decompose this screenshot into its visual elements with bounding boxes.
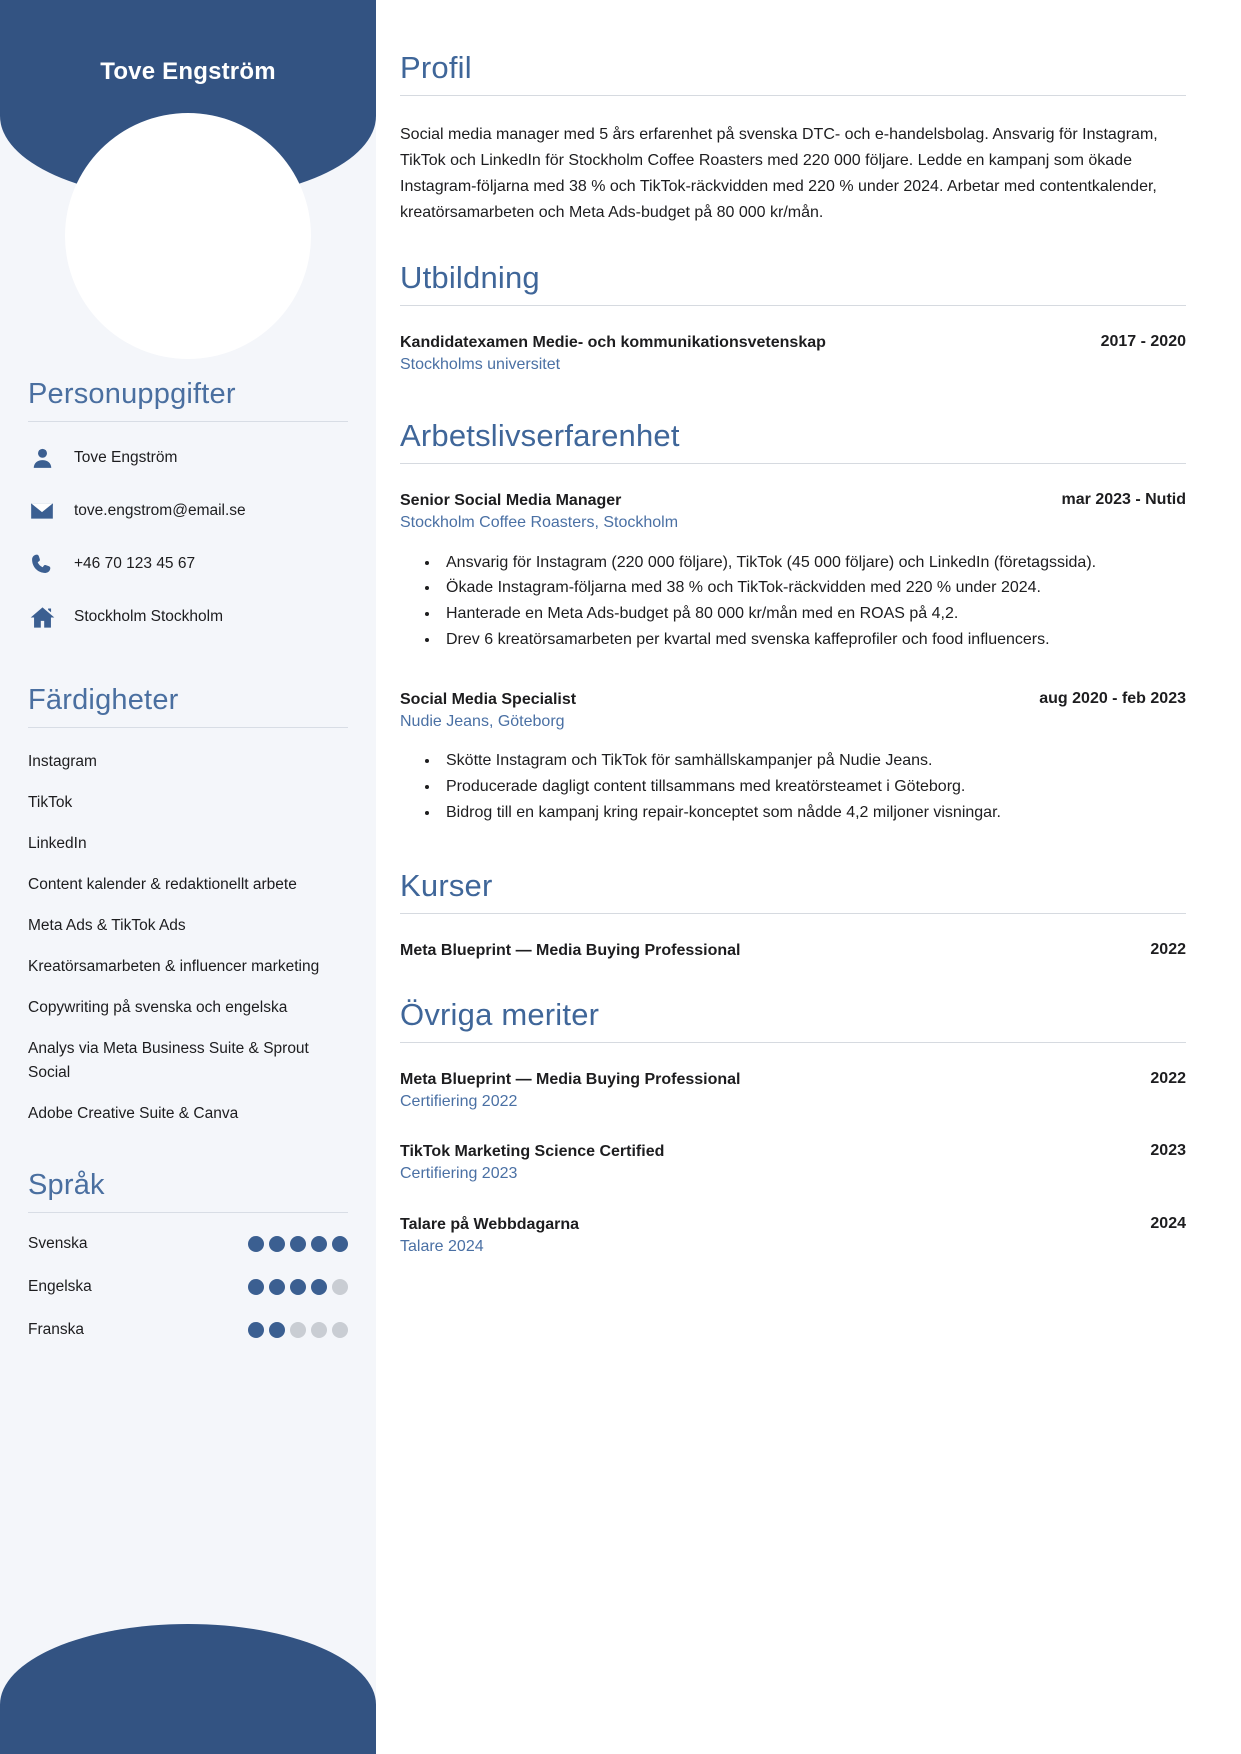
divider bbox=[28, 421, 348, 422]
entry-bullets bbox=[440, 551, 1186, 653]
rating-dot-filled bbox=[248, 1279, 264, 1295]
entry-date: aug 2020 - feb 2023 bbox=[1039, 689, 1186, 707]
education-entry bbox=[400, 332, 1186, 377]
envelope-icon bbox=[28, 497, 56, 525]
profile-text: Social media manager med 5 års erfarenhet på svenska DTC- och e-handelsbolag. Ansvarig för Instagram, TikTok och LinkedIn för Stockholm Coffee Roasters med 220 000 följare. Ledde en kampanj som ökade Instagram-följarna med 38 % och TikTok-räckvidden med 220 % under 2024. Arbetar med contentkalender, kreatörsamarbeten och Meta Ads-budget på 80 000 kr/mån. bbox=[400, 126, 1158, 221]
section-heading-languages: Språk bbox=[28, 1169, 105, 1202]
bullet-item: • Producerade dagligt content tillsammans med kreatörsteamet i Göteborg. bbox=[440, 775, 1186, 800]
entry-subtitle: Certifiering 2022 bbox=[400, 1092, 518, 1110]
language-name: Franska bbox=[28, 1321, 84, 1339]
rating-dot-empty bbox=[311, 1322, 327, 1338]
skill-item: Instagram bbox=[28, 753, 97, 770]
section-heading-personal: Personuppgifter bbox=[28, 378, 236, 410]
contact-row-location bbox=[28, 603, 348, 631]
divider bbox=[400, 1042, 1186, 1043]
bullet-item: • Hanterade en Meta Ads-budget på 80 000 kr/mån med en ROAS på 4,2. bbox=[440, 602, 1186, 627]
section-heading-experience: Arbetslivserfarenhet bbox=[400, 418, 680, 454]
contact-row-name bbox=[28, 444, 348, 472]
entry-title: Kandidatexamen Medie- och kommunikationsvetenskap bbox=[400, 333, 826, 351]
language-name: Engelska bbox=[28, 1278, 92, 1296]
bullet-item: • Bidrog till en kampanj kring repair-konceptet som nådde 4,2 miljoner visningar. bbox=[440, 801, 1186, 826]
candidate-name: Tove Engström bbox=[100, 58, 276, 85]
skill-item: TikTok bbox=[28, 794, 73, 812]
other-entry bbox=[400, 1141, 1186, 1186]
entry-date: 2024 bbox=[1150, 1214, 1186, 1232]
skill-item: Meta Ads & TikTok Ads bbox=[28, 917, 186, 935]
entry-bullets bbox=[440, 749, 1186, 825]
skills-list bbox=[28, 750, 348, 1126]
language-rating bbox=[248, 1279, 348, 1295]
home-icon bbox=[28, 603, 56, 631]
skill-item: Content kalender & redaktionellt arbete bbox=[28, 876, 297, 894]
language-row bbox=[28, 1278, 348, 1296]
entry-subtitle: Stockholm Coffee Roasters, Stockholm bbox=[400, 514, 679, 532]
sidebar-content bbox=[0, 0, 376, 1339]
entry-title: Talare på Webbdagarna bbox=[400, 1215, 580, 1233]
language-row bbox=[28, 1235, 348, 1253]
skill-item: LinkedIn bbox=[28, 835, 87, 853]
entry-title: Meta Blueprint — Media Buying Professional bbox=[400, 941, 741, 959]
contact-row-email bbox=[28, 497, 348, 525]
entry-date: 2017 - 2020 bbox=[1100, 332, 1186, 350]
language-name: Svenska bbox=[28, 1235, 88, 1253]
rating-dot-filled bbox=[290, 1279, 306, 1295]
experience-entry bbox=[400, 490, 1186, 653]
contact-value-name: Tove Engström bbox=[74, 448, 178, 466]
skill-item: Analys via Meta Business Suite & Sprout Social bbox=[28, 1040, 309, 1082]
rating-dot-filled bbox=[290, 1236, 306, 1252]
entry-title: Senior Social Media Manager bbox=[400, 492, 622, 510]
divider bbox=[28, 727, 348, 728]
rating-dot-empty bbox=[332, 1322, 348, 1338]
rating-dot-filled bbox=[332, 1236, 348, 1252]
contact-row-phone bbox=[28, 550, 348, 578]
entry-subtitle: Stockholms universitet bbox=[400, 355, 561, 373]
other-entry bbox=[400, 1069, 1186, 1114]
rating-dot-empty bbox=[290, 1322, 306, 1338]
entry-subtitle: Nudie Jeans, Göteborg bbox=[400, 712, 565, 730]
contact-value-email: tove.engstrom@email.se bbox=[74, 501, 246, 519]
divider bbox=[400, 305, 1186, 306]
bullet-item: • Drev 6 kreatörsamarbeten per kvartal med svenska kaffeprofiler och food influencers. bbox=[440, 628, 1186, 653]
skill-item: Adobe Creative Suite & Canva bbox=[28, 1105, 239, 1123]
divider bbox=[400, 95, 1186, 96]
entry-date: 2022 bbox=[1150, 1069, 1186, 1087]
section-heading-courses: Kurser bbox=[400, 867, 493, 903]
rating-dot-filled bbox=[311, 1279, 327, 1295]
course-entry bbox=[400, 940, 1186, 961]
contact-value-phone: +46 70 123 45 67 bbox=[74, 554, 196, 572]
skill-item: Copywriting på svenska och engelska bbox=[28, 999, 288, 1017]
rating-dot-filled bbox=[269, 1322, 285, 1338]
entry-date: mar 2023 - Nutid bbox=[1061, 491, 1186, 509]
divider bbox=[28, 1212, 348, 1213]
sidebar bbox=[0, 0, 376, 1754]
entry-title: Social Media Specialist bbox=[400, 690, 577, 708]
language-row bbox=[28, 1321, 348, 1339]
rating-dot-filled bbox=[248, 1322, 264, 1338]
sidebar-footer-curve bbox=[0, 1624, 376, 1754]
rating-dot-filled bbox=[311, 1236, 327, 1252]
rating-dot-empty bbox=[332, 1279, 348, 1295]
language-rating bbox=[248, 1322, 348, 1338]
main-column bbox=[376, 0, 1241, 1754]
entry-title: TikTok Marketing Science Certified bbox=[400, 1143, 665, 1161]
rating-dot-filled bbox=[248, 1236, 264, 1252]
phone-icon bbox=[28, 550, 56, 578]
bullet-item: • Skötte Instagram och TikTok för samhällskampanjer på Nudie Jeans. bbox=[440, 749, 1186, 774]
section-heading-other: Övriga meriter bbox=[400, 996, 600, 1032]
section-heading-skills: Färdigheter bbox=[28, 684, 179, 716]
experience-entry bbox=[400, 689, 1186, 826]
bullet-item: • Ökade Instagram-följarna med 38 % och TikTok-räckvidden med 220 % under 2024. bbox=[440, 576, 1186, 601]
entry-subtitle: Certifiering 2023 bbox=[400, 1165, 518, 1183]
entry-title: Meta Blueprint — Media Buying Professional bbox=[400, 1070, 741, 1088]
entry-date: 2023 bbox=[1150, 1142, 1186, 1160]
contact-value-location: Stockholm Stockholm bbox=[74, 607, 224, 625]
skill-item: Kreatörsamarbeten & influencer marketing bbox=[28, 958, 320, 976]
entry-date: 2022 bbox=[1150, 940, 1186, 958]
divider bbox=[400, 463, 1186, 464]
rating-dot-filled bbox=[269, 1236, 285, 1252]
bullet-item: • Ansvarig för Instagram (220 000 följare), TikTok (45 000 följare) och LinkedIn (företagssida). bbox=[440, 551, 1186, 576]
entry-subtitle: Talare 2024 bbox=[400, 1237, 484, 1255]
section-heading-education: Utbildning bbox=[400, 259, 540, 295]
rating-dot-filled bbox=[269, 1279, 285, 1295]
other-entry bbox=[400, 1214, 1186, 1259]
divider bbox=[400, 913, 1186, 914]
section-heading-profile: Profil bbox=[400, 50, 472, 85]
language-rating bbox=[248, 1236, 348, 1252]
person-icon bbox=[28, 444, 56, 472]
